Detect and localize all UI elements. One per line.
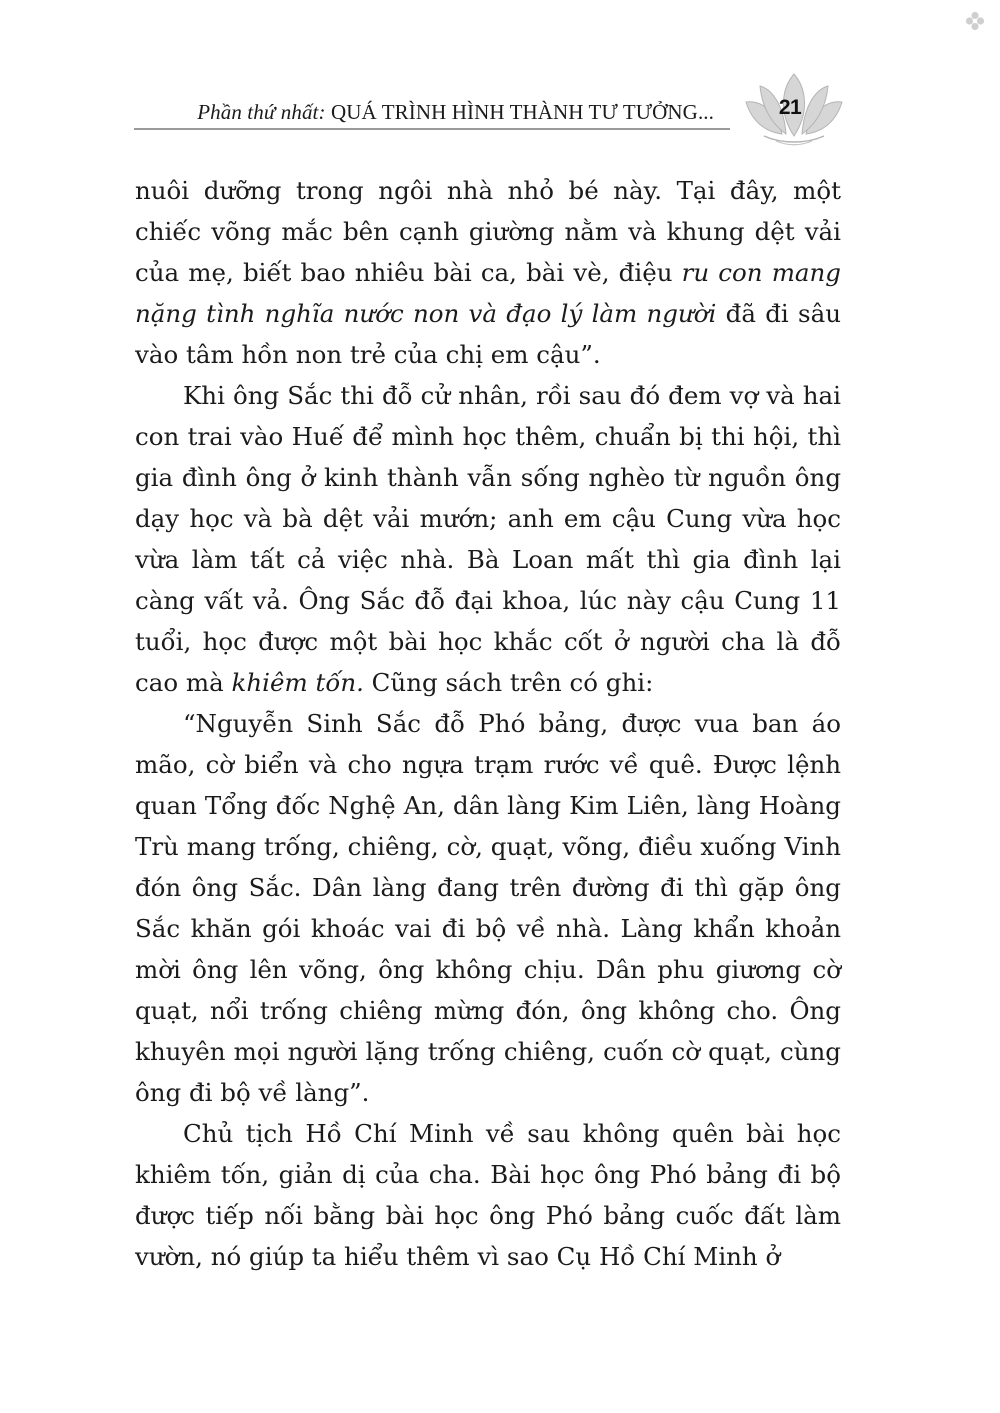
page-number: 21: [778, 96, 802, 119]
italic-phrase: khiêm tốn.: [231, 668, 364, 697]
header-rule: [134, 128, 730, 130]
italic-phrase: ru con mang nặng tình nghĩa nước non và đạo lý làm người: [135, 258, 841, 328]
paragraph: Chủ tịch Hồ Chí Minh về sau không quên bài học khiêm tốn, giản dị của cha. Bài học ông Phó bảng đi bộ được tiếp nối bằng bài học ông Phó bảng cuốc đất làm vườn, nó giúp ta hiểu thêm vì sao Cụ Hồ Chí Minh ở: [135, 1119, 841, 1271]
paragraph: nuôi dưỡng trong ngôi nhà nhỏ bé này. Tại đây, một chiếc võng mắc bên cạnh giường nằm và khung dệt vải của mẹ, biết bao nhiêu bài ca, bài vè, điệu ru con mang nặng tình nghĩa nước non và đạo lý làm người đã đi sâu vào tâm hồn non trẻ của chị em cậu”.: [135, 176, 841, 369]
paragraph: Khi ông Sắc thi đỗ cử nhân, rồi sau đó đem vợ và hai con trai vào Huế để mình học thêm, chuẩn bị thi hội, thì gia đình ông ở kinh thành vẫn sống nghèo từ nguồn ông dạy học và bà dệt vải mướn; anh em cậu Cung vừa học vừa làm tất cả việc nhà. Bà Loan mất thì gia đình lại càng vất vả. Ông Sắc đỗ đại khoa, lúc này cậu Cung 11 tuổi, học được một bài học khắc cốt ở người cha là đỗ cao mà khiêm tốn. Cũng sách trên có ghi:: [135, 381, 841, 697]
running-header: [134, 98, 714, 126]
section-title: QUÁ TRÌNH HÌNH THÀNH TƯ TƯỞNG...: [330, 100, 714, 124]
body-text: [135, 170, 841, 1277]
quoted-paragraph: “Nguyễn Sinh Sắc đỗ Phó bảng, được vua ban áo mão, cờ biển và cho ngựa trạm rước về quê. Được lệnh quan Tổng đốc Nghệ An, dân làng Kim Liên, làng Hoàng Trù mang trống, chiêng, cờ, quạt, võng, điều xuống Vinh đón ông Sắc. Dân làng đang trên đường đi thì gặp ông Sắc khăn gói khoác vai đi bộ về nhà. Làng khẩn khoản mời ông lên võng, ông không chịu. Dân phu giương cờ quạt, nổi trống chiêng mừng đón, ông không cho. Ông khuyên mọi người lặng trống chiêng, cuốn cờ quạt, cùng ông đi bộ về làng”.: [135, 709, 841, 1107]
flower-icon: [964, 10, 986, 32]
part-label: Phần thứ nhất:: [197, 100, 326, 124]
